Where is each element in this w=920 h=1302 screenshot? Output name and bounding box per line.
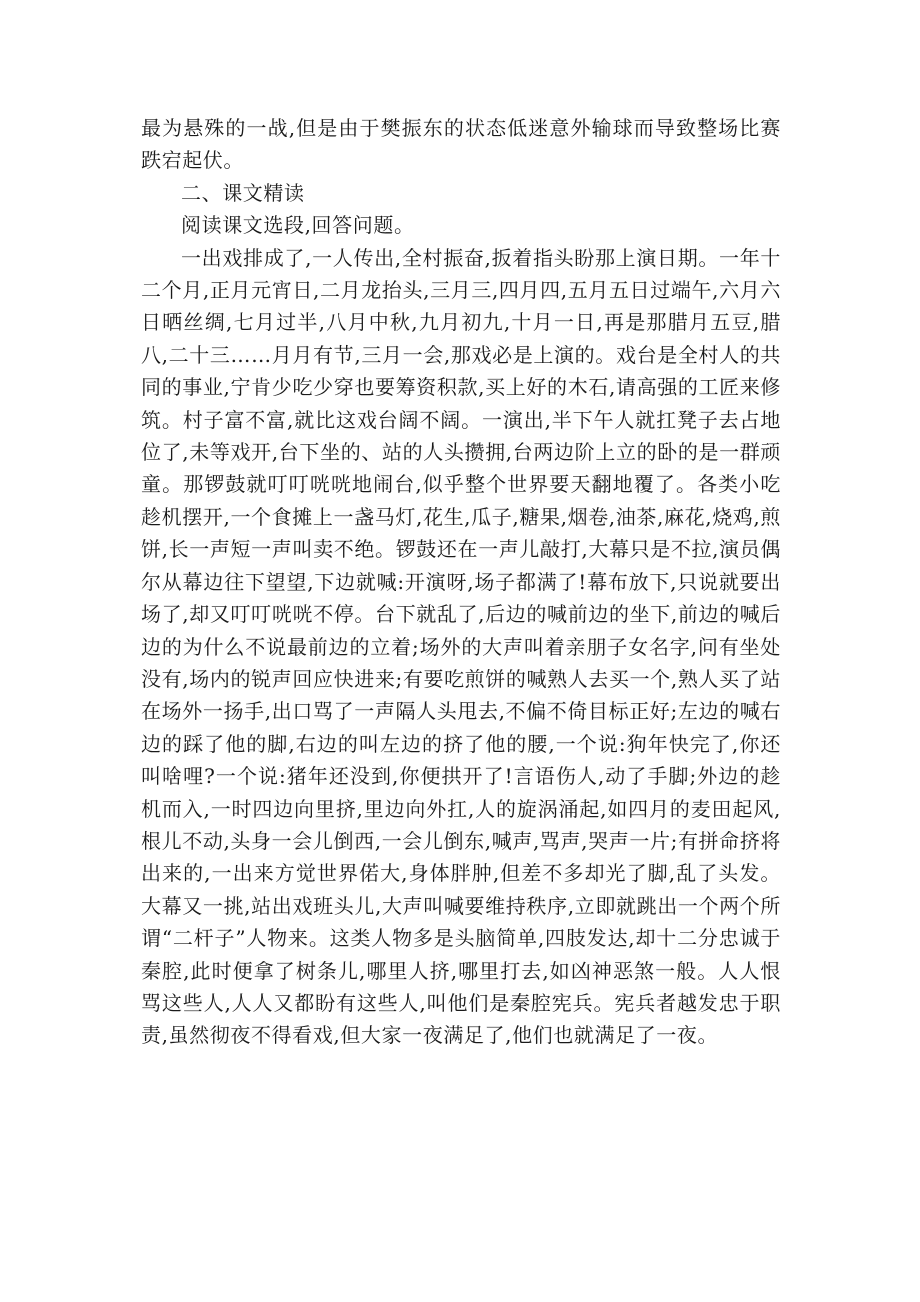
instruction-text: 阅读课文选段,回答问题。: [181, 213, 415, 238]
continuation-paragraph: 最为悬殊的一战,但是由于樊振东的状态低迷意外输球而导致整场比赛跌宕起伏。: [141, 116, 781, 173]
section-heading: 二、课文精读: [181, 180, 305, 205]
passage-paragraph: 一出戏排成了,一人传出,全村振奋,扳着指头盼那上演日期。一年十二个月,正月元宵日,二月龙抬头,三月三,四月四,五月五日过端午,六月六日晒丝绸,七月过半,八月中秋,九月初九,十月一日,再是那腊月五豆,腊八,二十三……月月有节,三月一会,那戏必是上演的。戏台是全村人的共同的事业,宁肯少吃少穿也要筹资积款,买上好的木石,请高强的工匠来修筑。村子富不富,就比这戏台阔不阔。一演出,半下午人就扛凳子去占地位了,未等戏开,台下坐的、站的人头攒拥,台两边阶上立的卧的是一群顽童。那锣鼓就叮叮咣咣地闹台,似乎整个世界要天翻地覆了。各类小吃趁机摆开,一个食摊上一盏马灯,花生,瓜子,糖果,烟卷,油茶,麻花,烧鸡,煎饼,长一声短一声叫卖不绝。锣鼓还在一声儿敲打,大幕只是不拉,演员偶尔从幕边往下望望,下边就喊:开演呀,场子都满了!幕布放下,只说就要出场了,却又叮叮咣咣不停。台下就乱了,后边的喊前边的坐下,前边的喊后边的为什么不说最前边的立着;场外的大声叫着亲朋子女名字,问有坐处没有,场内的锐声回应快进来;有要吃煎饼的喊熟人去买一个,熟人买了站在场外一扬手,出口骂了一声隔人头甩去,不偏不倚目标正好;左边的喊右边的踩了他的脚,右边的叫左边的挤了他的腰,一个说:狗年快完了,你还叫啥哩?一个说:猪年还没到,你便拱开了!言语伤人,动了手脚;外边的趁机而入,一时四边向里挤,里边向外扛,人的旋涡涌起,如四月的麦田起风,根儿不动,头身一会儿倒西,一会儿倒东,喊声,骂声,哭声一片;有拼命挤将出来的,一出来方觉世界偌大,身体胖肿,但差不多却光了脚,乱了头发。大幕又一挑,站出戏班头儿,大声叫喊要维持秩序,立即就跳出一个两个所谓“二杆子”人物来。这类人物多是头脑简单,四肢发达,却十二分忠诚于秦腔,此时便拿了树条儿,哪里人挤,哪里打去,如凶神恶煞一般。人人恨骂这些人,人人又都盼有这些人,叫他们是秦腔宪兵。宪兵者越发忠于职责,虽然彻夜不得看戏,但大家一夜满足了,他们也就满足了一夜。: [141, 245, 781, 1048]
document-page: [141, 112, 781, 1052]
